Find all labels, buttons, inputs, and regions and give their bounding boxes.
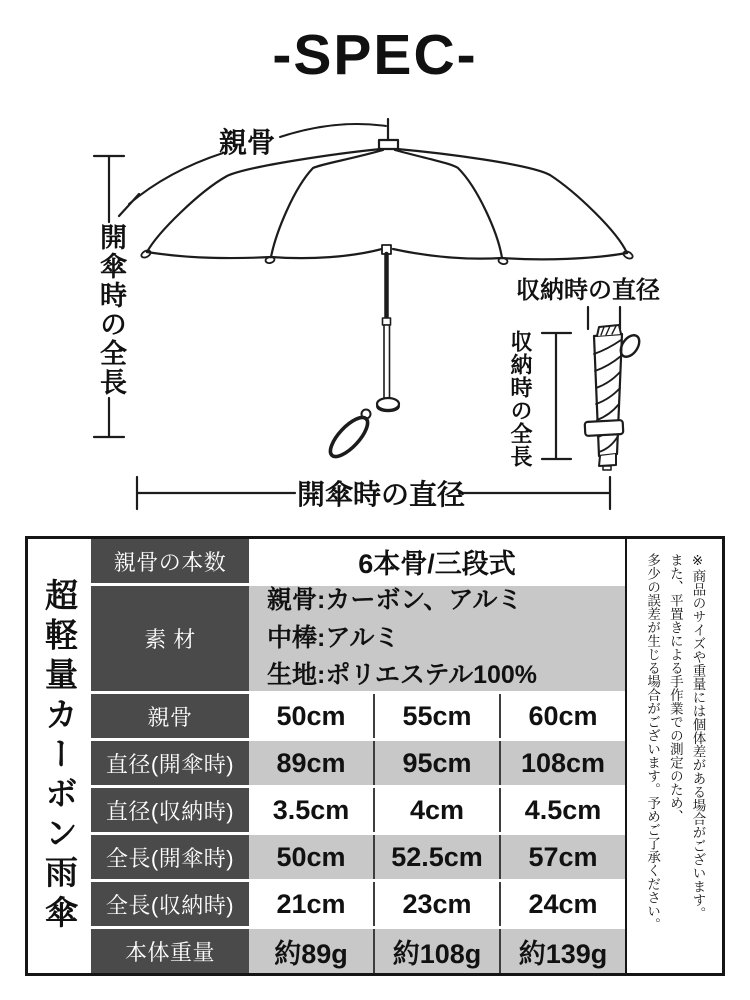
closed-length-label: 収納時の全長 [508,330,533,468]
rib-tip [140,249,152,259]
rib-label: 親骨 [219,127,276,158]
disclaimer-note [640,553,708,959]
value-cell: 4.5cm [499,788,625,832]
table-row-materials [91,586,625,691]
value-cell: 50cm [276,700,346,731]
note-line: また、平置きによる手作業での測定のため、 [667,553,683,823]
value-cell: 約139g [499,929,625,973]
note-line: ※商品のサイズや重量には個体差がある場合がございます。 [690,553,706,920]
product-title: 超軽量カーボン雨傘 [41,577,78,935]
value-cell: 約108g [373,929,499,973]
row-header: 直径(収納時) [91,788,249,832]
folded-tip-nub [603,466,611,470]
materials-line: 中棒:アルミ [267,623,400,652]
table-row-closed-diameter [91,788,625,832]
row-header: 親骨の本数 [91,539,249,583]
value-cell: 108cm [499,741,625,785]
value-cell: 23cm [373,882,499,926]
shaft-lower [384,325,390,400]
table-row-open-diameter [91,741,625,785]
materials-line: 生地:ポリエステル100% [267,661,538,690]
value-cell: 3.5cm [272,794,350,825]
value-cell: 60cm [499,694,625,738]
canopy-hem-right [393,249,627,259]
value-cell: 89cm [276,747,346,778]
spec-table [25,536,725,976]
row-header: 全長(開傘時) [91,835,249,879]
product-title-column [28,539,91,973]
open-length-label: 開傘時の全長 [96,223,126,397]
row-header: 親骨 [91,694,249,738]
value-cell: 95cm [373,741,499,785]
closed-diameter-label: 収納時の直径 [516,277,660,304]
closed-length-measure [542,333,571,459]
shaft-joint [383,318,391,325]
folded-band [585,420,624,436]
umbrella-cap [379,140,398,149]
notes-column [625,539,722,973]
value-cell: 24cm [499,882,625,926]
rib-count-value: 6本骨/三段式 [358,548,516,579]
value-cell: 21cm [276,888,346,919]
page-title: -SPEC- [272,23,478,87]
value-cell: 57cm [499,835,625,879]
table-row-open-length [91,835,625,879]
strap-loop [325,412,374,462]
value-cell: 約89g [274,938,348,969]
table-row-rib-length [91,694,625,738]
open-diameter-label: 開傘時の直径 [297,479,466,510]
rib-pointer-right [280,124,386,137]
canopy-right-edge [397,149,627,253]
note-line: 多少の誤差が生じる場合がございます。予めご了承ください。 [645,553,661,931]
value-cell: 50cm [276,841,346,872]
materials-line: 親骨:カーボン、アルミ [267,586,523,615]
rib-right [395,150,502,258]
row-header: 本体重量 [91,929,249,973]
rib-tip [622,250,634,260]
value-cell: 4cm [373,788,499,832]
canopy-left-edge [147,149,381,252]
canopy-hem-left [147,249,382,258]
row-header: 全長(収納時) [91,882,249,926]
rib-pointer-tick [119,194,139,216]
table-row-closed-length [91,882,625,926]
value-cell: 52.5cm [373,835,499,879]
value-cell: 55cm [373,694,499,738]
handle-disc [377,398,399,410]
rib-left [271,150,383,257]
row-header: 直径(開傘時) [91,741,249,785]
rib-pointer-left [129,153,223,204]
materials-value [249,582,537,695]
table-row-rib-count [91,539,625,583]
table-row-weight [91,929,625,973]
spec-table-main [91,539,625,973]
row-header: 素 材 [91,586,249,691]
